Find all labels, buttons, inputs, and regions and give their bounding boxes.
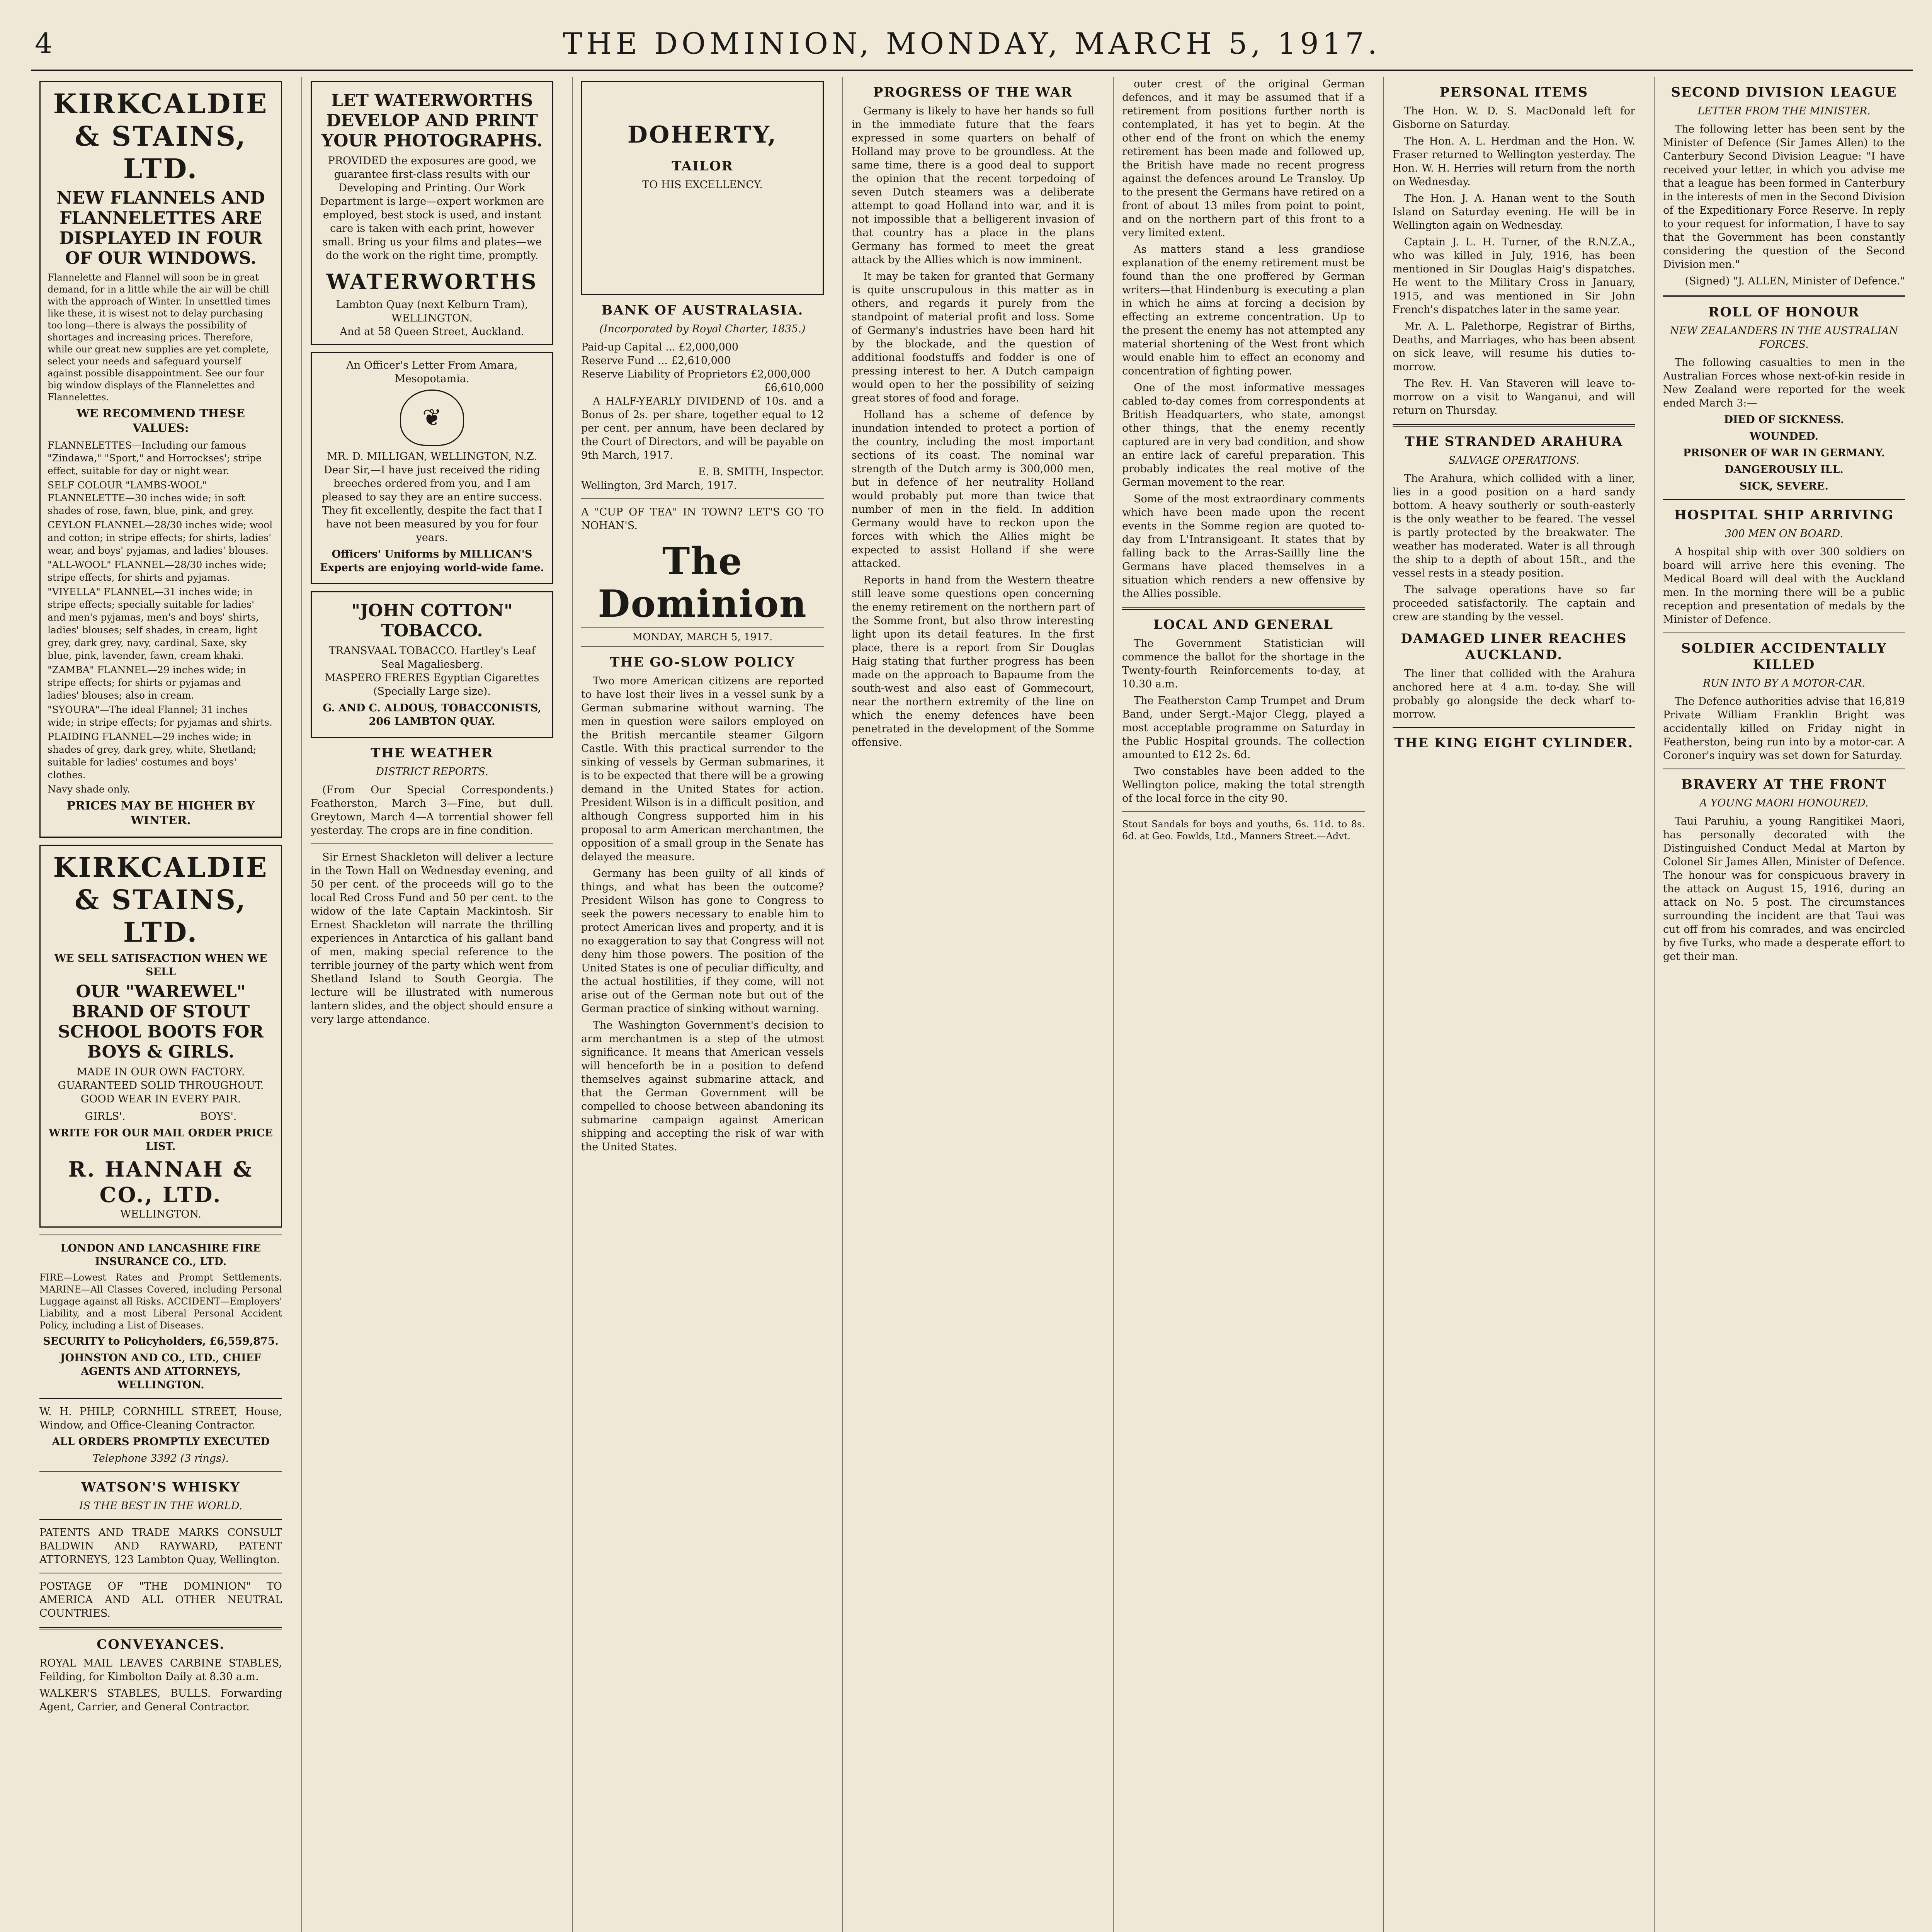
league-signature: (Signed) "J. ALLEN, Minister of Defence."	[1685, 275, 1905, 287]
column-5	[1113, 77, 1373, 1932]
walker-ad: WALKER'S STABLES, BULLS. Forwarding Agent, Carrier, and General Contractor.	[39, 1687, 282, 1713]
ad-line: TO HIS EXCELLENCY.	[642, 179, 763, 191]
ad-heading: "JOHN COTTON" TOBACCO.	[351, 601, 513, 641]
insurance-security: SECURITY to Policyholders, £6,559,875.	[43, 1335, 279, 1347]
soldier-heading: SOLDIER ACCIDENTALLY KILLED	[1681, 641, 1887, 672]
letter-to: MR. D. MILLIGAN, WELLINGTON, N.Z.	[327, 451, 537, 463]
bravery-heading: BRAVERY AT THE FRONT	[1681, 777, 1887, 792]
bank-capital: Paid-up Capital ... £2,000,000	[581, 341, 739, 353]
personal-paragraph: Captain J. L. H. Turner, of the R.N.Z.A., who was killed in July, 1916, has been mentioned in Sir Douglas Haig's dispatches. He went to the Military Cross in January, 1915, and was mentioned in Sir John French's dispatches later in the same year.	[1393, 236, 1635, 316]
local-paragraph: The Government Statistician will commence the ballot for the shortage in the Twenty-fourth Reinforcements to-day, at 10.30 a.m.	[1122, 638, 1365, 690]
list-item: "ALL-WOOL" FLANNEL—28/30 inches wide; stripe effects, for shirts and pyjamas.	[48, 559, 267, 583]
war-paragraph: Holland has a scheme of defence by inundation intended to protect a portion of the country, including the most important sections of its coast. The nominal war strength of the Dutch army is 300,000 men, but in defence of her neutrality Holland would probably put more than twice that number of men in the field. In addition Germany would have to reckon upon the forces with which the Allies might be expected to assist Holland if she were attacked.	[852, 409, 1094, 570]
war-paragraph: outer crest of the original German defences, and it may be assumed that if a retirement from positions further north is contemplated, it has yet to begin. At the other end of the front on which the enemy retirement has been made and followed up, the British have made no recent progress against the defences around Le Transloy. Up to the present the Germans have retired on a front of about 13 miles from point to point, and on the northern part of this front to a very limited extent.	[1122, 78, 1365, 239]
insurance-heading: LONDON AND LANCASHIRE FIRE INSURANCE CO., LTD.	[60, 1242, 261, 1268]
price-notice: PRICES MAY BE HIGHER BY WINTER.	[66, 799, 255, 827]
honour-subheading: NEW ZEALANDERS IN THE AUSTRALIAN FORCES.	[1670, 325, 1898, 350]
personal-paragraph: The Hon. W. D. S. MacDonald left for Gisborne on Saturday.	[1393, 105, 1635, 131]
column-1	[31, 77, 291, 1932]
cylinder-heading: THE KING EIGHT CYLINDER.	[1394, 735, 1634, 751]
column-6	[1383, 77, 1644, 1932]
firm-town: WELLINGTON.	[120, 1208, 201, 1220]
local-paragraph: The Featherston Camp Trumpet and Drum Band, under Sergt.-Major Clegg, played a most acceptable programme on Saturday in the Public Hospital grounds. The collection amounted to £12 2s. 6d.	[1122, 695, 1365, 761]
war-paragraph: As matters stand a less grandiose explanation of the enemy retirement must be found than the one proffered by German writers—that Hindenburg is executing a plan in which he aims at forcing a decision by effecting an extreme concentration. Up to the present the enemy has not attempted any material shortening of the West front which would enable him to effect an economy and concentration of fighting power.	[1122, 243, 1365, 377]
bank-total: £6,610,000	[764, 382, 824, 394]
ship-subheading: 300 MEN ON BOARD.	[1725, 528, 1843, 540]
editorial-heading: THE GO-SLOW POLICY	[610, 655, 795, 670]
waterworths-ad	[311, 81, 553, 345]
shackleton-text: Sir Ernest Shackleton will deliver a lecture in the Town Hall on Wednesday evening, and 50 per cent. of the proceeds will go to the local Red Cross Fund and 50 per cent. to the widow of the late Captain Mackintosh. Sir Ernest Shackleton will narrate the thrilling experiences in Antarctica of his gallant band of men, making special reference to the terrible journey of the party which went from Shetland Island to South Georgia. The lecture will be illustrated with numerous lantern slides, and the object should ensure a very large attendance.	[311, 851, 553, 1026]
whisky-ad: WATSON'S WHISKY	[81, 1480, 240, 1495]
millican-ad	[311, 352, 553, 584]
weather-heading: THE WEATHER	[371, 745, 493, 761]
ad-line: TAILOR	[672, 158, 733, 174]
arahura-paragraph: The Arahura, which collided with a liner, lies in a good position on a hard sandy bottom. A heavy southerly or south-easterly is the only weather to be feared. The vessel is partly protected by the breakwater. The weather has moderated. Water is all through the ship to a depth of about 15ft., and the vessel rests in a steady position.	[1393, 473, 1635, 579]
millican-line: Officers' Uniforms by MILLICAN'S Experts are enjoying world-wide fame.	[320, 548, 544, 574]
damaged-paragraph: The liner that collided with the Arahura anchored here at 4 a.m. to-day. She will probably go alongside the deck wharf to-morrow.	[1393, 668, 1635, 720]
paper-masthead: The Dominion	[598, 539, 807, 626]
list-item: CEYLON FLANNEL—28/30 inches wide; wool and cotton; in stripe effects; for shirts, ladies' wear, and boys' pyjamas, and ladies' blouses.	[48, 519, 273, 556]
values-heading: WE RECOMMEND THESE VALUES:	[76, 407, 245, 435]
prisoner-heading: PRISONER OF WAR IN GERMANY.	[1683, 447, 1885, 459]
bravery-paragraph: Taui Paruhiu, a young Rangitikei Maori, has personally decorated with the Distinguished Conduct Medal at Marton by Colonel Sir James Allen, Minister of Defence. The honour was for conspicuous bravery in the attack on August 15, 1916, during an attack on No. 5 post. The circumstances surrounding the incident are that Taui was cut off from his comrades, and was encircled by five Turks, who made a desperate effort to get their man.	[1663, 815, 1905, 963]
honour-paragraph: The following casualties to men in the Australian Forces whose next-of-kin reside in New Zealand were reported for the week ended March 3:—	[1663, 357, 1905, 409]
wounded-heading: WOUNDED.	[1750, 430, 1818, 442]
injured-heading: DANGEROUSLY ILL.	[1725, 464, 1844, 476]
personal-paragraph: The Hon. A. L. Herdman and the Hon. W. Fraser returned to Wellington yesterday. The Hon. W. H. Herries will return from the north on Wednesday.	[1393, 135, 1635, 188]
doherty-ad	[581, 81, 824, 295]
newspaper-page	[31, 23, 1913, 1932]
war-paragraph: Reports in hand from the Western theatre still leave some questions open concerning the enemy retirement on the northern part of the Somme front, but also throw interesting light upon its detail features. In the first place, there is a report from Sir Douglas Haig stating that further progress has been made on the approach to Bapaume from the south-west and also east of Gommecourt, near the northern extremity of the line on which the enemy defences have been penetrated in the development of the Somme offensive.	[852, 574, 1094, 748]
ad-heading: OUR "WAREWEL" BRAND OF STOUT SCHOOL BOOTS FOR BOYS & GIRLS.	[58, 982, 264, 1062]
editorial-paragraph: The Washington Government's decision to arm merchantmen is a step of the utmost significance. It means that American vessels will henceforth be in a position to defend themselves against submarine attack, and that the German Government will be compelled to choose between abandoning its submarine campaign against American shipping and accepting the risk of war with the United States.	[581, 1019, 824, 1153]
damaged-heading: DAMAGED LINER REACHES AUCKLAND.	[1401, 631, 1627, 663]
list-item: Navy shade only.	[48, 784, 130, 795]
shoes-ad: Stout Sandals for boys and youths, 6s. 11d. to 8s. 6d. at Geo. Fowlds, Ltd., Manners Street.—Advt.	[1122, 819, 1365, 842]
letter-from: An Officer's Letter From Amara, Mesopotamia.	[346, 359, 518, 385]
kirkcaldie-boots-ad	[39, 845, 282, 1228]
personal-paragraph: The Hon. J. A. Hanan went to the South Island on Saturday evening. He will be in Wellington again on Wednesday.	[1393, 192, 1635, 231]
firm-name: KIRKCALDIE & STAINS, LTD.	[53, 88, 269, 185]
paper-date: MONDAY, MARCH 5, 1917.	[581, 628, 824, 647]
philp-ad: W. H. PHILP, CORNHILL STREET, House, Window, and Office-Cleaning Contractor.	[39, 1406, 282, 1431]
arahura-subheading: SALVAGE OPERATIONS.	[1448, 454, 1580, 466]
bank-liability: Reserve Liability of Proprietors £2,000,000	[581, 368, 811, 380]
list-item: FLANNELETTES—Including our famous "Zindawa," "Sport," and Horrockses'; stripe effect, suitable for day or night wear.	[48, 440, 262, 476]
arahura-heading: THE STRANDED ARAHURA	[1405, 434, 1623, 449]
league-subheading: LETTER FROM THE MINISTER.	[1697, 105, 1871, 117]
column-2	[301, 77, 562, 1932]
ad-intro: Flannelette and Flannel will soon be in great demand, for in a little while the air will be chill with the approach of Winter. In unsettled times like these, it is wisest not to delay purchasing too long—there is always the possibility of shortages and increasing prices. Therefore, while our great new supplies are yet complete, select your needs and safeguard yourself against possible disappointment. See our four big window displays of the Flannelettes and Flannelettes.	[48, 272, 270, 403]
tobacco-ad	[311, 591, 553, 738]
ad-line: MASPERO FRERES Egyptian Cigarettes (Specially Large size).	[325, 672, 539, 697]
personal-heading: PERSONAL ITEMS	[1439, 85, 1588, 100]
local-heading: LOCAL AND GENERAL	[1153, 617, 1333, 633]
firm-name: KIRKCALDIE & STAINS, LTD.	[53, 851, 269, 948]
sick-heading: SICK, SEVERE.	[1740, 480, 1828, 492]
royal-mail-ad: ROYAL MAIL LEAVES CARBINE STABLES, Feilding, for Kimbolton Daily at 8.30 a.m.	[39, 1657, 282, 1683]
ship-heading: HOSPITAL SHIP ARRIVING	[1674, 507, 1894, 523]
mail-order-line: WRITE FOR OUR MAIL ORDER PRICE LIST.	[49, 1127, 273, 1153]
list-item: "ZAMBA" FLANNEL—29 inches wide; in stripe effects; for shirts or pyjamas and ladies' blouses; also in cream.	[48, 664, 247, 701]
list-item: "VIYELLA" FLANNEL—31 inches wide; in stripe effects; specially suitable for ladies' and men's pyjamas, men's and boys' shirts, ladies' blouses; self shades, in cream, light grey, dark grey, navy, cardinal, Saxe, sky blue, pink, lavender, fawn, cream khaki.	[48, 586, 259, 661]
personal-paragraph: The Rev. H. Van Staveren will leave to-morrow on a visit to Wanganui, and will return on Thursday.	[1393, 378, 1635, 417]
philp-tel: Telephone 3392 (3 rings).	[92, 1452, 229, 1464]
firm-name: WATERWORTHS	[326, 269, 538, 294]
died-heading: DIED OF SICKNESS.	[1724, 414, 1844, 426]
list-item: SELF COLOUR "LAMBS-WOOL" FLANNELETTE—30 inches wide; in soft shades of rose, fawn, blue, pink, and grey.	[48, 480, 254, 516]
war-paragraph: Germany is likely to have her hands so full in the immediate future that the fears expressed in some quarters on behalf of Holland may prove to be groundless. At the same time, there is a good deal to support the opinion that the recent torpedoing of seven Dutch steamers was a deliberate attempt to goad Holland into war, and it is not impossible that a belligerent invasion of that country has a place in the plans Germany has formed to meet the great attack by the Allies which is now imminent.	[852, 105, 1094, 266]
editorial-paragraph: Germany has been guilty of all kinds of things, and what has been the outcome? President Wilson has gone to Congress to seek the powers necessary to enable him to protect American lives and property, and it is no exaggeration to say that Congress will not deny him those powers. The position of the United States is one of peculiar difficulty, and the actual hostilities, if they come, will not arise out of the German note but out of the German practice of sinking without warning.	[581, 867, 824, 1015]
philp-line: ALL ORDERS PROMPTLY EXECUTED	[52, 1436, 270, 1448]
boys-label: BOYS'.	[200, 1111, 237, 1122]
page-header	[31, 23, 1913, 71]
league-paragraph: The following letter has been sent by the Minister of Defence (Sir James Allen) to the Canterbury Second Division League: "I have received your letter, in which you advise me that a league has been formed in Canterbury in the interests of men in the Second Division of the Expeditionary Force Reserve. In reply to your request for information, I have to say that the Government has been constantly considering the question of the Second Division men."	[1663, 123, 1905, 270]
column-4	[842, 77, 1103, 1932]
war-paragraph: Some of the most extraordinary comments which have been made upon the recent events in the Somme region are quoted to-day from L'Intransigeant. It states that by falling back to the Arras-Saillly line the Germans have placed themselves in a situation which renders a new offensive by the Allies possible.	[1122, 493, 1365, 600]
ad-heading: NEW FLANNELS AND FLANNELETTES ARE DISPLAYED IN FOUR OF OUR WINDOWS.	[56, 188, 265, 268]
aldous-line: G. AND C. ALDOUS, TOBACCONISTS, 206 LAMBTON QUAY.	[323, 702, 541, 728]
ad-line: TRANSVAAL TOBACCO. Hartley's Leaf Seal Magaliesberg.	[328, 645, 536, 670]
district-heading: DISTRICT REPORTS.	[376, 766, 488, 778]
soldier-subheading: RUN INTO BY A MOTOR-CAR.	[1702, 677, 1866, 689]
bank-date: Wellington, 3rd March, 1917.	[581, 480, 737, 492]
bank-reserve: Reserve Fund ... £2,610,000	[581, 355, 731, 367]
list-item: PLAIDING FLANNEL—29 inches wide; in shades of grey, dark grey, white, Shetland; suitable for ladies' costumes and boys' clothes.	[48, 731, 257, 781]
column-3	[572, 77, 832, 1932]
page-number: 4	[35, 27, 53, 60]
arahura-paragraph: The salvage operations have so far proceeded satisfactorily. The captain and crew are standing by the vessel.	[1393, 584, 1635, 623]
bank-incorporation: (Incorporated by Royal Charter, 1835.)	[599, 323, 806, 335]
firm-name: DOHERTY,	[627, 121, 778, 148]
insurance-agents: JOHNSTON AND CO., LTD., CHIEF AGENTS AND ATTORNEYS, WELLINGTON.	[60, 1352, 262, 1391]
ad-text: PROVIDED the exposures are good, we guarantee first-class results with our Developing and Printing. Our Work Department is large—expert workmen are employed, best stock is used, and instant care is taken with each print, however small. Bring us your films and plates—we do the work on the right time, promptly.	[320, 155, 544, 262]
local-paragraph: Two constables have been added to the Wellington police, making the total strength of the local force in the city 90.	[1122, 765, 1365, 804]
personal-paragraph: Mr. A. L. Palethorpe, Registrar of Births, Deaths, and Marriages, who has been absent on sick leave, will resume his duties to-morrow.	[1393, 320, 1635, 373]
newspaper-title: THE DOMINION, MONDAY, MARCH 5, 1917.	[563, 26, 1381, 61]
ad-slogan: WE SELL SATISFACTION WHEN WE SELL	[54, 952, 267, 978]
ship-paragraph: A hospital ship with over 300 soldiers on board will arrive here this evening. The Medical Board will deal with the Auckland men. In the morning there will be a public reception and presentation of medals by the Minister of Defence.	[1663, 546, 1905, 626]
war-heading: PROGRESS OF THE WAR	[873, 85, 1073, 100]
crest-icon: ❦	[400, 389, 464, 446]
letter-text: Dear Sir,—I have just received the riding breeches ordered from you, and I am pleased to say they are an entire success. They fit excellently, despite the fact that I have not been measured by you for four years.	[321, 464, 543, 544]
ad-line: MADE IN OUR OWN FACTORY.	[77, 1066, 245, 1078]
ad-heading: LET WATERWORTHS DEVELOP AND PRINT YOUR PHOTOGRAPHS.	[321, 91, 543, 151]
patents-ad: PATENTS AND TRADE MARKS CONSULT BALDWIN AND RAYWARD, PATENT ATTORNEYS, 123 Lambton Quay, Wellington.	[39, 1527, 282, 1566]
bravery-subheading: A YOUNG MAORI HONOURED.	[1699, 797, 1869, 809]
ad-line: GUARANTEED SOLID THROUGHOUT.	[58, 1080, 264, 1092]
bank-signature: E. B. SMITH, Inspector.	[698, 466, 824, 478]
bank-heading: BANK OF AUSTRALASIA.	[601, 303, 804, 318]
list-item: "SYOURA"—The ideal Flannel; 31 inches wide; in stripe effects; for pyjamas and shirts.	[48, 704, 272, 728]
soldier-paragraph: The Defence authorities advise that 16,819 Private William Franklin Bright was accidentally killed on Friday night in Featherston, being run into by a motor-car. A Coroner's inquiry was set down for Saturday.	[1663, 696, 1905, 762]
firm-name: R. HANNAH & CO., LTD.	[68, 1157, 253, 1207]
dividend-notice: A HALF-YEARLY DIVIDEND of 10s. and a Bonus of 2s. per share, together equal to 12 per cent. per annum, have been declared by the Court of Directors, and will be payable on 9th March, 1917.	[581, 395, 824, 461]
ad-address: And at 58 Queen Street, Auckland.	[340, 326, 524, 338]
editorial-paragraph: Two more American citizens are reported to have lost their lives in a vessel sunk by a German submarine without warning. The men in question were sailors employed on the British mercantile steamer Gilgorn Castle. With this practical surrender to the sinking of vessels by German submarines, it is to be expected that there will be a growing demand in the United States for action. President Wilson is in a difficult position, and although Congress supported him in his proposal to arm American merchantmen, the opposition of a small group in the Senate has delayed the measure.	[581, 675, 824, 863]
columns	[31, 77, 1913, 1932]
postage-notice: POSTAGE OF "THE DOMINION" TO AMERICA AND ALL OTHER NEUTRAL COUNTRIES.	[39, 1580, 282, 1619]
ad-line: GOOD WEAR IN EVERY PAIR.	[80, 1093, 241, 1105]
district-text: (From Our Special Correspondents.) Featherston, March 3—Fine, but dull. Greytown, March 4—A torrential shower fell yesterday. The crops are in fine condition.	[311, 784, 553, 837]
war-paragraph: One of the most informative messages cabled to-day comes from correspondents at British Headquarters, who state, amongst other things, that the enemy recently captured are in very bad condition, and show an entire lack of careful preparation. This probably indicates the real motive of the German movement to the rear.	[1122, 382, 1365, 488]
league-heading: SECOND DIVISION LEAGUE	[1671, 85, 1897, 100]
whisky-tag: IS THE BEST IN THE WORLD.	[79, 1500, 243, 1512]
tea-ad: A "CUP OF TEA" IN TOWN? LET'S GO TO NOHAN'S.	[581, 506, 824, 532]
kirkcaldie-flannel-ad	[39, 81, 282, 838]
conveyances-heading: CONVEYANCES.	[97, 1637, 225, 1652]
insurance-text: FIRE—Lowest Rates and Prompt Settlements. MARINE—All Classes Covered, including Personal Luggage against all Risks. ACCIDENT—Employers' Liability, and a most Liberal Personal Accident Policy, including a List of Diseases.	[39, 1272, 282, 1331]
column-7	[1654, 77, 1913, 1932]
honour-heading: ROLL OF HONOUR	[1708, 304, 1860, 320]
values-list	[48, 439, 274, 796]
ad-address: Lambton Quay (next Kelburn Tram), WELLINGTON.	[336, 299, 528, 324]
war-paragraph: It may be taken for granted that Germany is quite unscrupulous in this matter as in others, and regards it purely from the standpoint of material profit and loss. Some of Germany's industries have been hard hit by the blockade, and the question of additional foodstuffs and fodder is one of pressing interest to her. A Dutch campaign would open to her the possibility of seizing great stores of food and forage.	[852, 270, 1094, 404]
girls-label: GIRLS'.	[85, 1111, 126, 1122]
